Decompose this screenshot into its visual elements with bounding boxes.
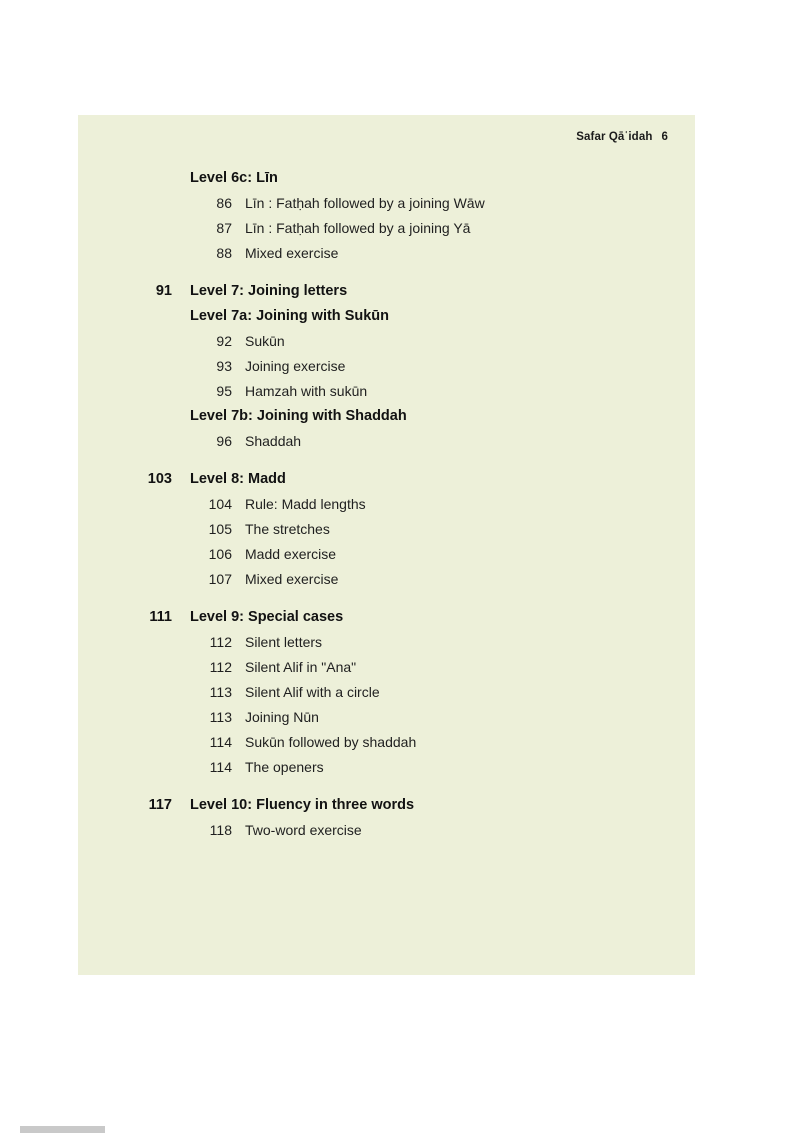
toc-page-number: 92 <box>216 333 232 349</box>
toc-row[interactable] <box>78 496 695 512</box>
toc-entry-label: The openers <box>245 759 324 775</box>
toc-row[interactable] <box>78 383 695 399</box>
toc-page-number: 118 <box>209 822 232 838</box>
toc-row[interactable] <box>78 333 695 349</box>
toc-row[interactable] <box>78 659 695 675</box>
toc-row[interactable] <box>78 546 695 562</box>
toc-row[interactable] <box>78 684 695 700</box>
toc-entry-label: Level 7b: Joining with Shaddah <box>190 408 407 424</box>
running-header-title: Safar Qāʿidah <box>576 131 653 143</box>
toc-row[interactable] <box>78 433 695 449</box>
toc-row[interactable] <box>78 358 695 374</box>
toc-entry-label: Silent Alif with a circle <box>245 684 380 700</box>
toc-row[interactable] <box>78 308 695 324</box>
toc-row[interactable] <box>78 822 695 838</box>
toc-entry-label: Sukūn followed by shaddah <box>245 734 417 750</box>
toc-row[interactable] <box>78 609 695 625</box>
toc-entry-label: Līn : Fatḥah followed by a joining Yā <box>245 220 471 236</box>
toc-entry-label: Joining Nūn <box>245 709 319 725</box>
toc-entry-label: Level 10: Fluency in three words <box>190 797 415 813</box>
table-of-contents <box>78 170 695 838</box>
toc-entry-label: Two-word exercise <box>245 822 362 838</box>
toc-entry-label: Rule: Madd lengths <box>245 496 366 512</box>
toc-entry-label: Silent letters <box>245 634 323 650</box>
toc-page-number: 111 <box>149 609 172 625</box>
toc-page-number: 93 <box>216 358 232 374</box>
toc-page-number: 95 <box>216 383 232 399</box>
toc-page-number: 114 <box>209 759 232 775</box>
toc-page-number: 104 <box>208 496 232 512</box>
toc-row[interactable] <box>78 521 695 537</box>
toc-entry-label: Level 9: Special cases <box>190 609 344 625</box>
running-header <box>576 131 668 143</box>
toc-entry-label: Level 8: Madd <box>190 471 286 487</box>
toc-row[interactable] <box>78 759 695 775</box>
toc-row[interactable] <box>78 734 695 750</box>
toc-page-number: 113 <box>209 709 232 725</box>
toc-entry-label: Level 7a: Joining with Sukūn <box>190 308 389 324</box>
toc-entry-label: Mixed exercise <box>245 245 339 261</box>
toc-entry-label: Level 6c: Līn <box>190 170 278 186</box>
toc-row[interactable] <box>78 408 695 424</box>
toc-entry-label: Līn : Fatḥah followed by a joining Wāw <box>245 195 485 211</box>
toc-row[interactable] <box>78 797 695 813</box>
toc-page-number: 86 <box>216 195 232 211</box>
toc-page-number: 105 <box>208 521 232 537</box>
toc-entry-label: Shaddah <box>245 433 302 449</box>
toc-row[interactable] <box>78 471 695 487</box>
toc-row[interactable] <box>78 170 695 186</box>
toc-entry-label: Sukūn <box>245 333 285 349</box>
toc-row[interactable] <box>78 195 695 211</box>
toc-row[interactable] <box>78 709 695 725</box>
toc-page-number: 103 <box>147 471 172 487</box>
toc-page-number: 106 <box>208 546 232 562</box>
toc-page-number: 114 <box>209 734 232 750</box>
toc-row[interactable] <box>78 634 695 650</box>
toc-page-number: 107 <box>208 571 232 587</box>
toc-page-number: 96 <box>216 433 232 449</box>
toc-entry-label: Madd exercise <box>245 546 337 562</box>
toc-row[interactable] <box>78 220 695 236</box>
toc-row[interactable] <box>78 571 695 587</box>
toc-entry-label: Mixed exercise <box>245 571 339 587</box>
toc-page-number: 117 <box>148 797 172 813</box>
running-header-page-number: 6 <box>661 131 668 143</box>
toc-row[interactable] <box>78 283 695 299</box>
toc-entry-label: Silent Alif in "Ana" <box>245 659 357 675</box>
book-page <box>78 115 695 975</box>
toc-page-number: 112 <box>209 634 232 650</box>
toc-page-number: 91 <box>155 283 172 299</box>
toc-entry-label: Joining exercise <box>245 358 346 374</box>
toc-entry-label: Hamzah with sukūn <box>245 383 368 399</box>
bottom-edge-marker <box>20 1126 105 1133</box>
toc-page-number: 112 <box>209 659 232 675</box>
toc-page-number: 113 <box>209 684 232 700</box>
toc-page-number: 87 <box>216 220 232 236</box>
toc-entry-label: Level 7: Joining letters <box>190 283 348 299</box>
toc-entry-label: The stretches <box>245 521 330 537</box>
toc-row[interactable] <box>78 245 695 261</box>
toc-page-number: 88 <box>216 245 232 261</box>
